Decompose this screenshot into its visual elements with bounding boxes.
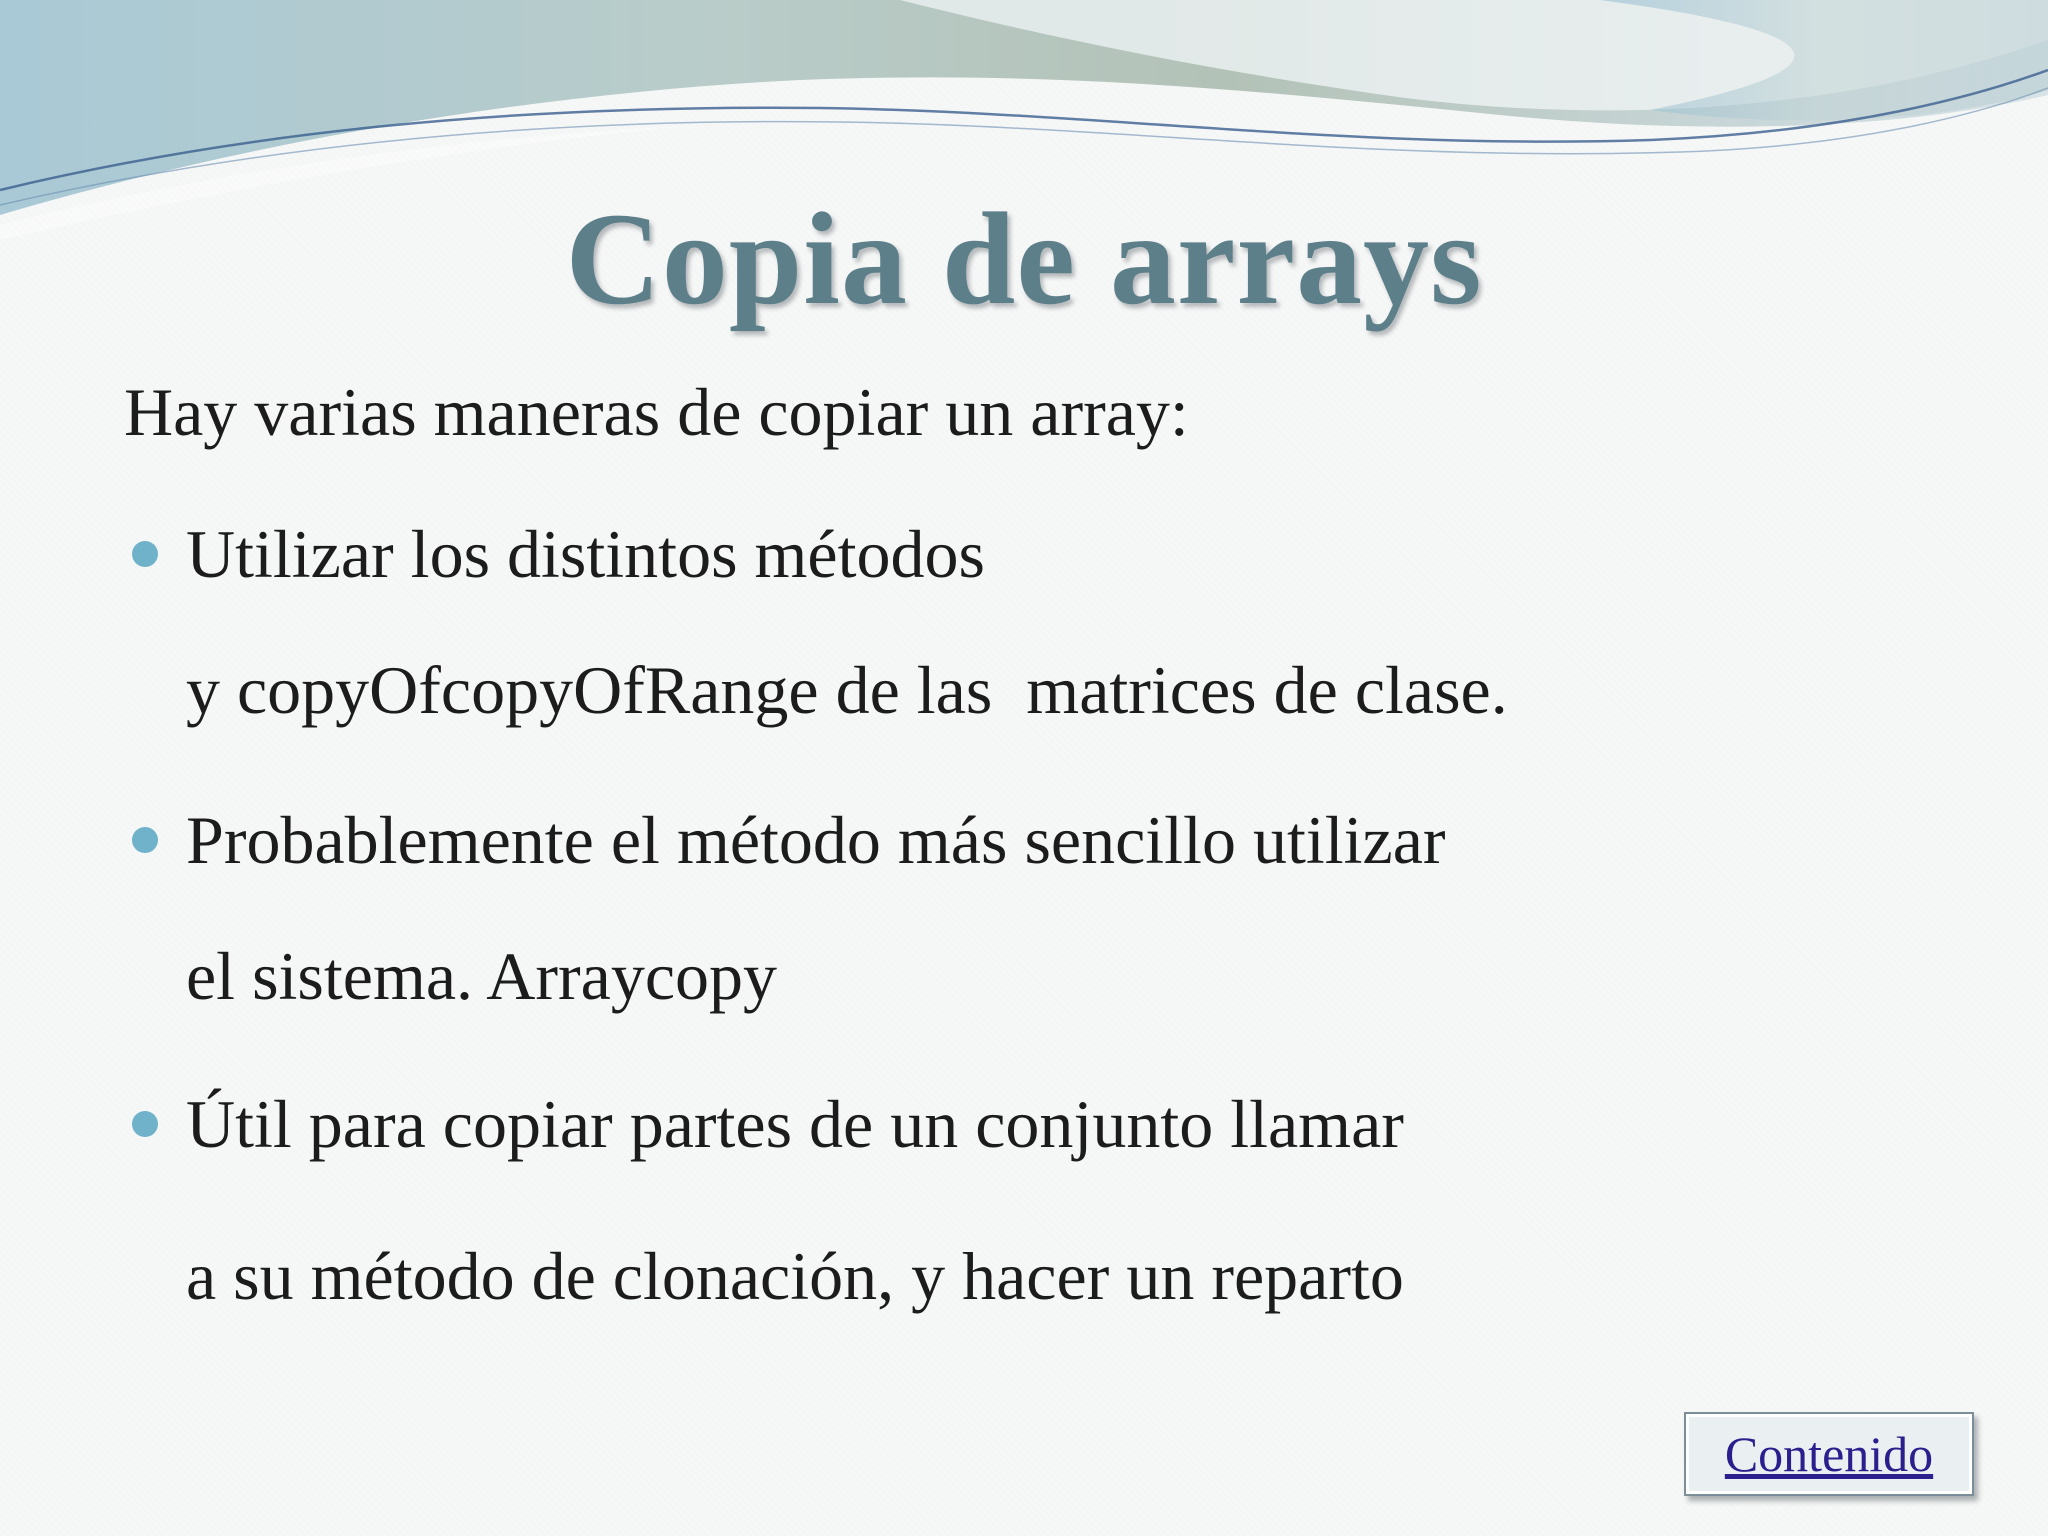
bullet-line: Útil para copiar partes de un conjunto llamar [186, 1086, 1404, 1162]
bullet-line: el sistema. Arraycopy [186, 938, 778, 1014]
bullet-line: Utilizar los distintos métodos [186, 516, 985, 592]
bullet-dot-icon [132, 827, 158, 853]
bullet-line: y copyOfcopyOfRange de las matrices de clase. [186, 652, 1508, 728]
contenido-link-button[interactable]: Contenido [1684, 1412, 1974, 1496]
bullet-dot-icon [132, 1111, 158, 1137]
bullet-dot-icon [132, 541, 158, 567]
slide-title: Copia de arrays [565, 185, 1483, 332]
bullet-line: a su método de clonación, y hacer un reparto [186, 1238, 1404, 1314]
bullet-line: Probablemente el método más sencillo utilizar [186, 802, 1446, 878]
intro-text: Hay varias maneras de copiar un array: [124, 374, 1189, 450]
